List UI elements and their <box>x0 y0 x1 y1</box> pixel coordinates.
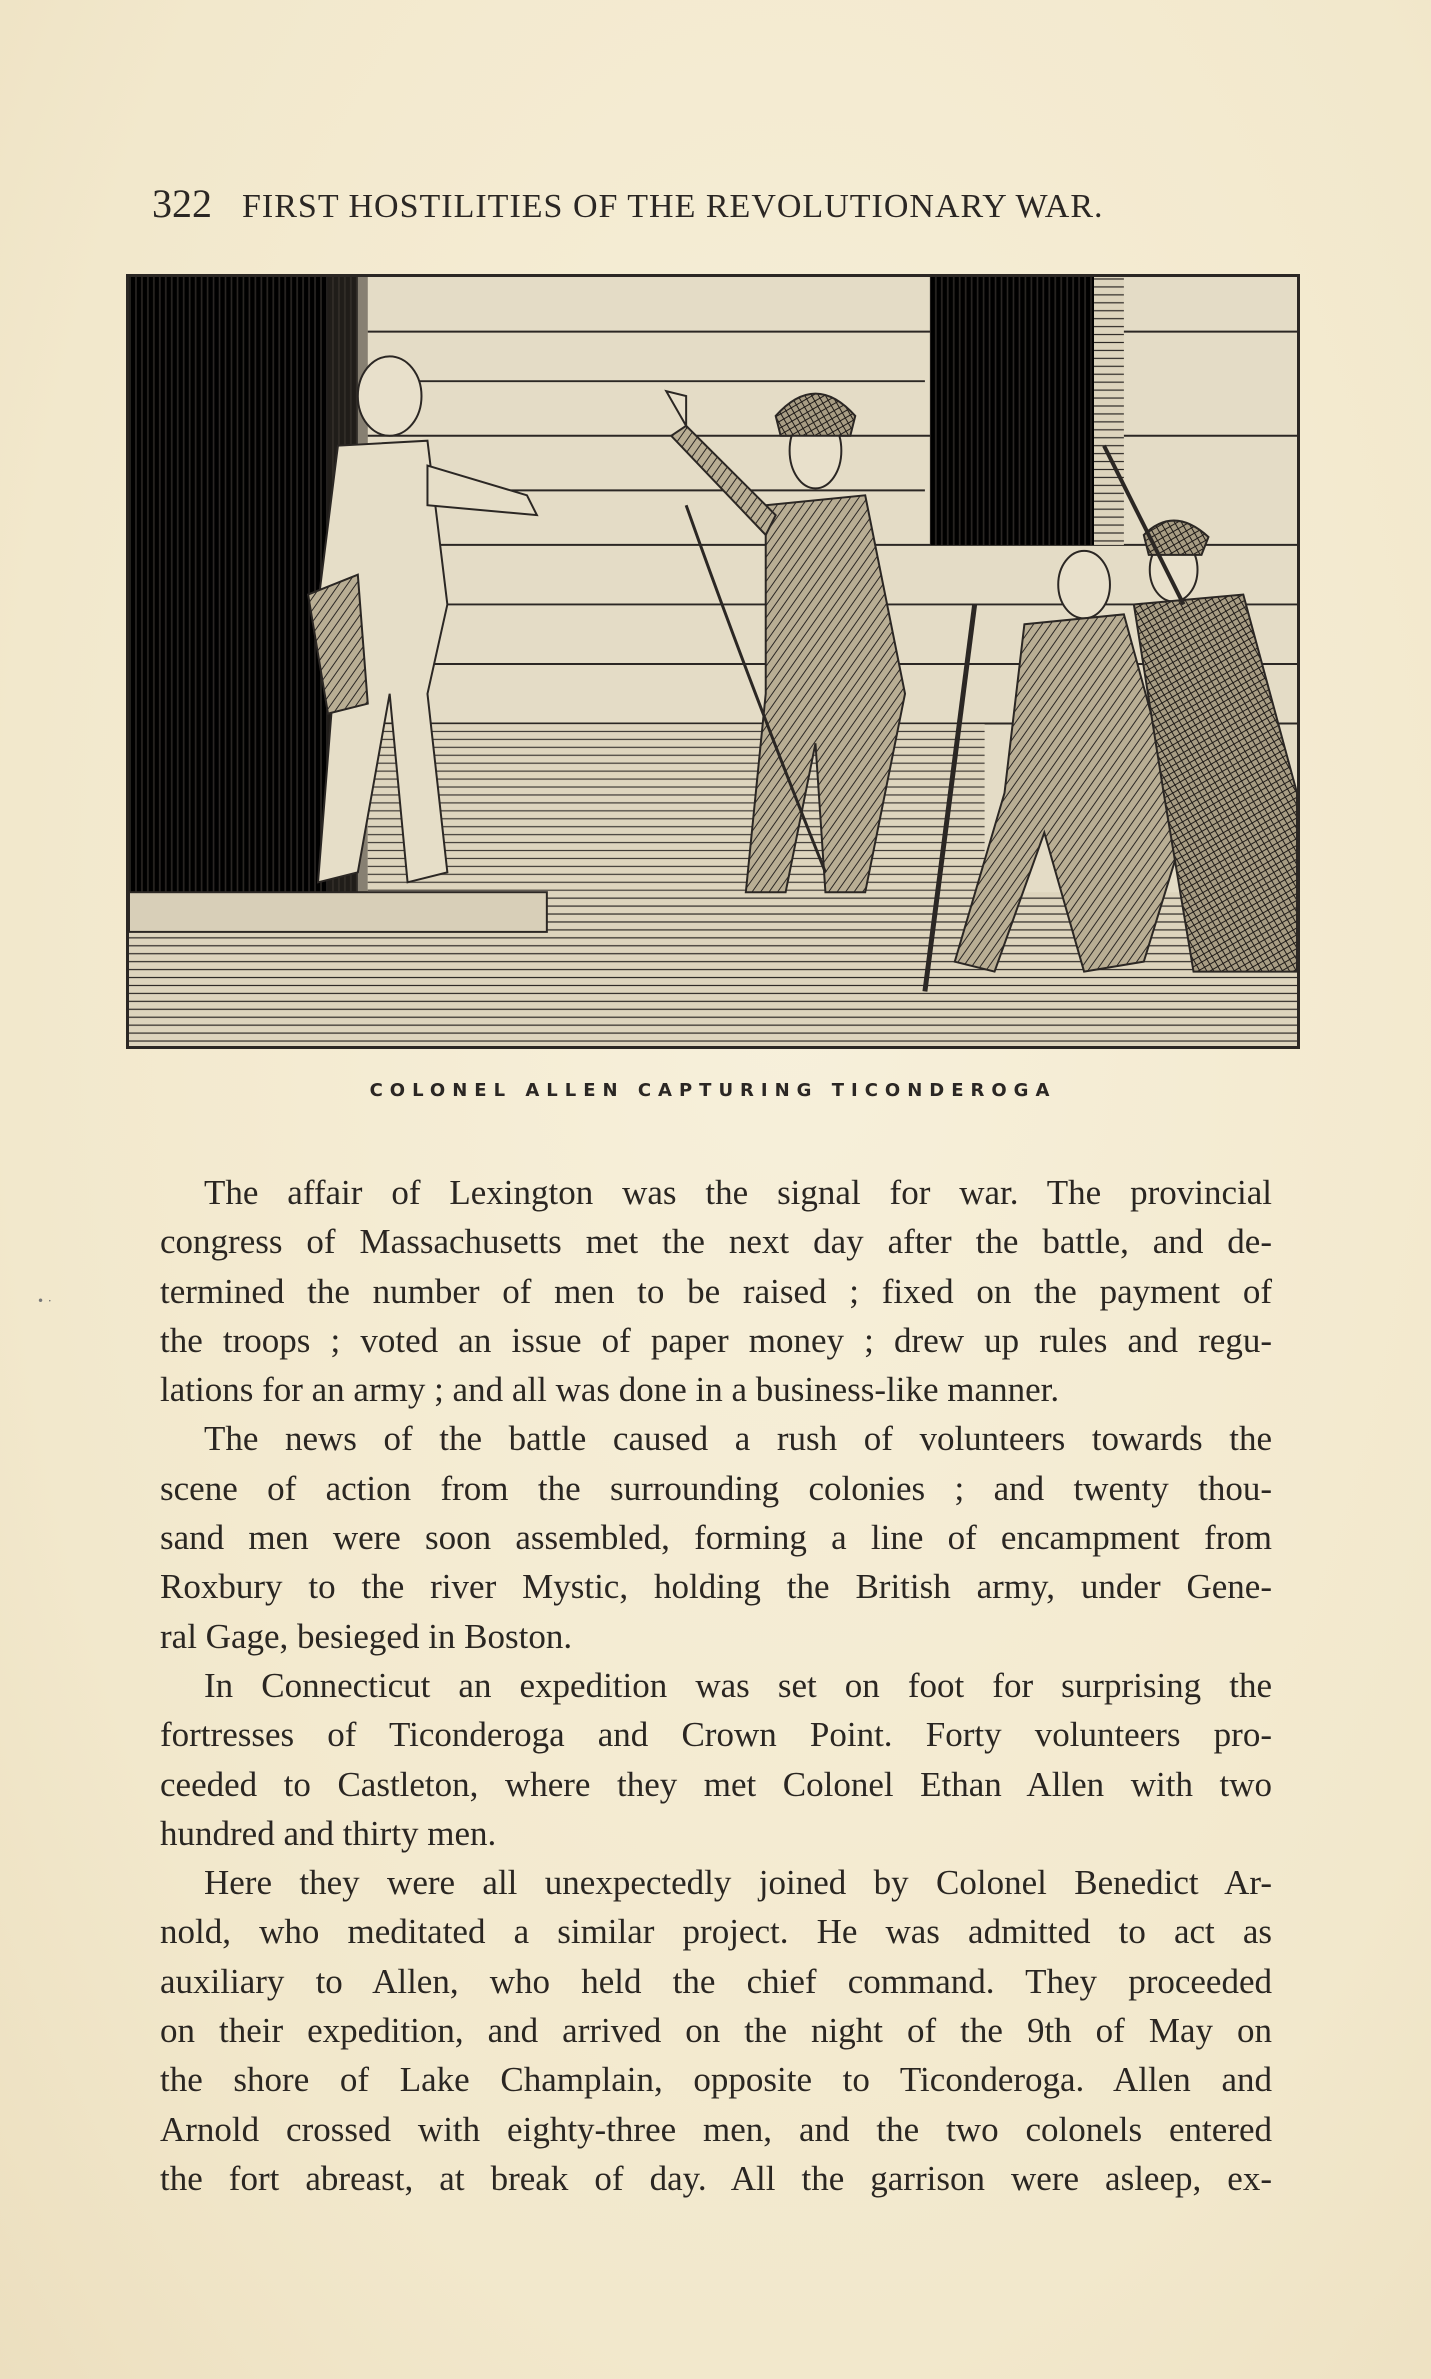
text-line: the shore of Lake Champlain, opposite to Ticonderoga. Allen and <box>160 2060 1272 2100</box>
text-line: ceeded to Castleton, where they met Colonel Ethan Allen with two <box>160 1764 1272 1804</box>
body-text <box>160 1168 1272 2203</box>
text-line: auxiliary to Allen, who held the chief command. They proceeded <box>160 1961 1272 2001</box>
text-line: The affair of Lexington was the signal for war. The provincial <box>204 1173 1272 1212</box>
text-line: hundred and thirty men. <box>160 1813 497 1853</box>
text-line: congress of Massachusetts met the next day after the battle, and de- <box>160 1222 1272 1262</box>
text-line: Roxbury to the river Mystic, holding the British army, under Gene- <box>160 1567 1272 1607</box>
figure-caption: COLONEL ALLEN CAPTURING TICONDEROGA <box>369 1080 1057 1101</box>
text-line: scene of action from the surrounding colonies ; and twenty thou- <box>160 1468 1272 1508</box>
text-line: sand men were soon assembled, forming a line of encampment from <box>160 1518 1272 1558</box>
text-line: In Connecticut an expedition was set on foot for surprising the <box>204 1665 1272 1705</box>
text-line: Arnold crossed with eighty-three men, and the two colonels entered <box>160 2109 1272 2149</box>
running-title: FIRST HOSTILITIES OF THE REVOLUTIONARY WAR. <box>242 188 1104 225</box>
margin-speck: • · <box>37 1294 52 1308</box>
text-line: nold, who meditated a similar project. He was admitted to act as <box>160 1912 1272 1952</box>
text-line: fortresses of Ticonderoga and Crown Point. Forty volunteers pro- <box>160 1715 1272 1755</box>
text-line: on their expedition, and arrived on the night of the 9th of May on <box>160 2011 1272 2051</box>
text-line: the fort abreast, at break of day. All the garrison were asleep, ex- <box>160 2158 1272 2198</box>
engraving-illustration <box>126 274 1300 1049</box>
text-line: The news of the battle caused a rush of volunteers towards the <box>204 1419 1272 1459</box>
text-line: lations for an army ; and all was done in a business-like manner. <box>160 1370 1060 1410</box>
text-line: Here they were all unexpectedly joined by Colonel Benedict Ar- <box>204 1863 1272 1903</box>
text-line: the troops ; voted an issue of paper money ; drew up rules and regu- <box>160 1320 1272 1360</box>
text-line: termined the number of men to be raised ; fixed on the payment of <box>160 1271 1272 1311</box>
running-header <box>152 180 1302 227</box>
engraving-image <box>129 277 1297 1046</box>
text-line: ral Gage, besieged in Boston. <box>160 1616 573 1656</box>
page-number: 322 <box>152 181 212 226</box>
